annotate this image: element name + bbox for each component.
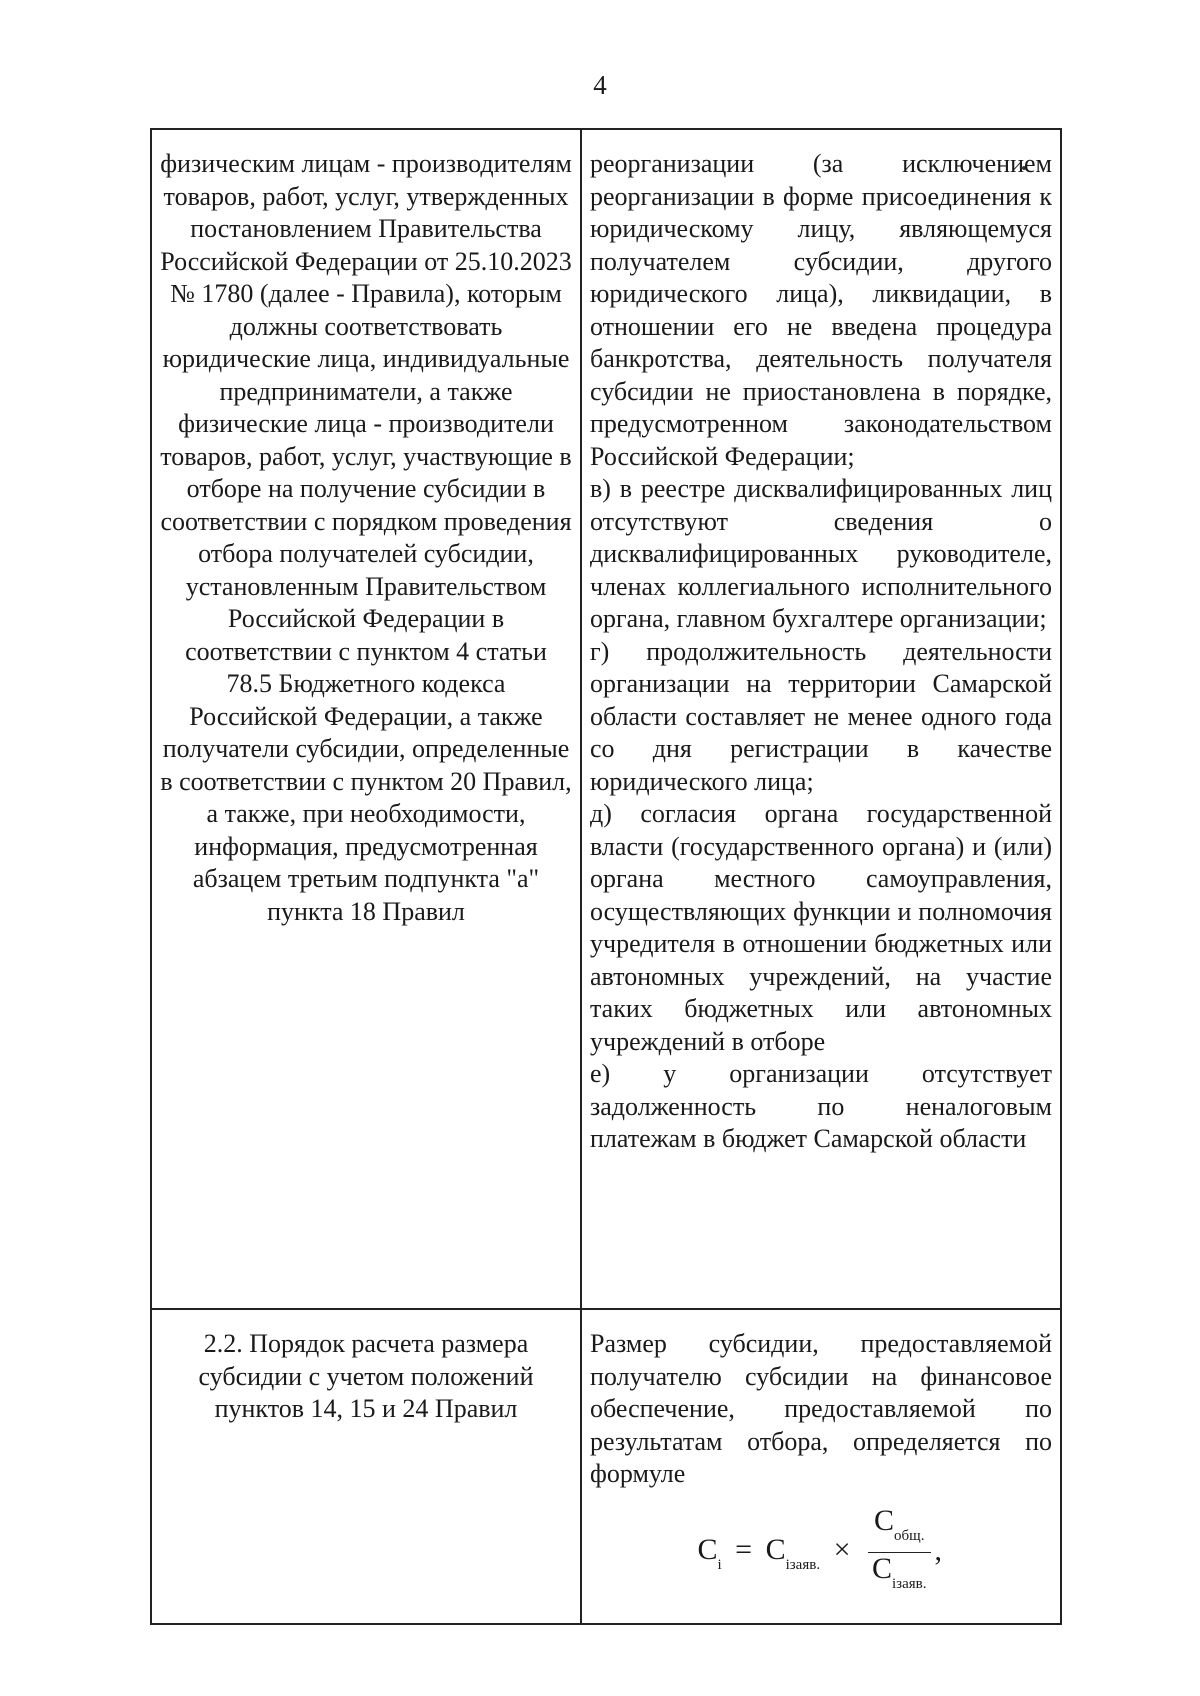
page-number: 4 <box>593 70 607 100</box>
paragraph-e: е) у организации отсутствует задолженность по неналоговым платежам в бюджет Самарской области <box>590 1059 1052 1153</box>
table-cell-right <box>581 1309 1061 1624</box>
table-cell-left <box>151 1309 581 1624</box>
formula-term: $C_{iзаяв.}$ <box>765 1533 821 1574</box>
formula-fraction <box>868 1505 931 1601</box>
table-row <box>151 1309 1061 1624</box>
section-heading: 2.2. Порядок расчета размера субсидии с учетом положений пунктов 14, 15 и 24 Правил <box>198 1329 534 1423</box>
subsidy-formula <box>590 1505 1052 1601</box>
requirements-source-text: физическим лицам - производителям товаров, работ, услуг, утвержденных постановлением Правительства Российской Федерации от 25.10.2023 № 1780 (далее - Правила), которым должны соответствовать юридические лица, индивидуальные предприниматели, а также физические лица - производители товаров, работ, услуг, участвующие в отборе на получение субсидии в соответствии с порядком проведения отбора получателей субсидии, установленным Правительством Российской Федерации в соответствии с пунктом 4 статьи 78.5 Бюджетного кодекса Российской Федерации, а также получатели субсидии, определенные в соответствии с пунктом 20 Правил, а также, при необходимости, информация, предусмотренная абзацем третьим подпункта "а" пункта 18 Правил <box>160 149 572 926</box>
formula-equals: = <box>735 1533 753 1567</box>
formula-trailing-comma: , <box>934 1533 942 1567</box>
paragraph-v: в) в реестре дисквалифицированных лиц отсутствуют сведения о дисквалифицированных руководителе, членах коллегиального исполнительного органа, главном бухгалтере организации; <box>590 474 1052 633</box>
table-cell-left <box>151 129 581 1309</box>
formula-times: × <box>833 1533 851 1567</box>
table-row <box>151 129 1061 1309</box>
formula-lhs: $C_i$ <box>697 1533 722 1574</box>
document-table <box>150 128 1062 1625</box>
fraction-denominator: $C_{iзаяв.}$ <box>872 1552 927 1592</box>
table-cell-right <box>581 129 1061 1309</box>
formula-intro-text: Размер субсидии, предоставляемой получателю субсидии на финансовое обеспечение, предоставляемой по результатам отбора, определяется по формуле <box>590 1329 1052 1488</box>
paragraph-reorganization: реорганизации (за исключением реорганизации в форме присоединения к юридическому лицу, являющемуся получателем субсидии, другого юридического лица), ликвидации, в отношении его не введена процедура банкротства, деятельность получателя субсидии не приостановлена в порядке, предусмотренном законодательством Российской Федерации; <box>590 149 1052 471</box>
paragraph-g: г) продолжительность деятельности организации на территории Самарской области составляет не менее одного года со дня регистрации в качестве юридического лица; <box>590 636 1052 796</box>
fraction-numerator: $C_{общ.}$ <box>868 1505 931 1554</box>
paragraph-d: д) согласия органа государственной власти (государственного органа) и (или) органа местного самоуправления, осуществляющих функции и полномочия учредителя в отношении бюджетных или автономных учреждений, на участие таких бюджетных или автономных учреждений в отборе <box>590 799 1052 1056</box>
